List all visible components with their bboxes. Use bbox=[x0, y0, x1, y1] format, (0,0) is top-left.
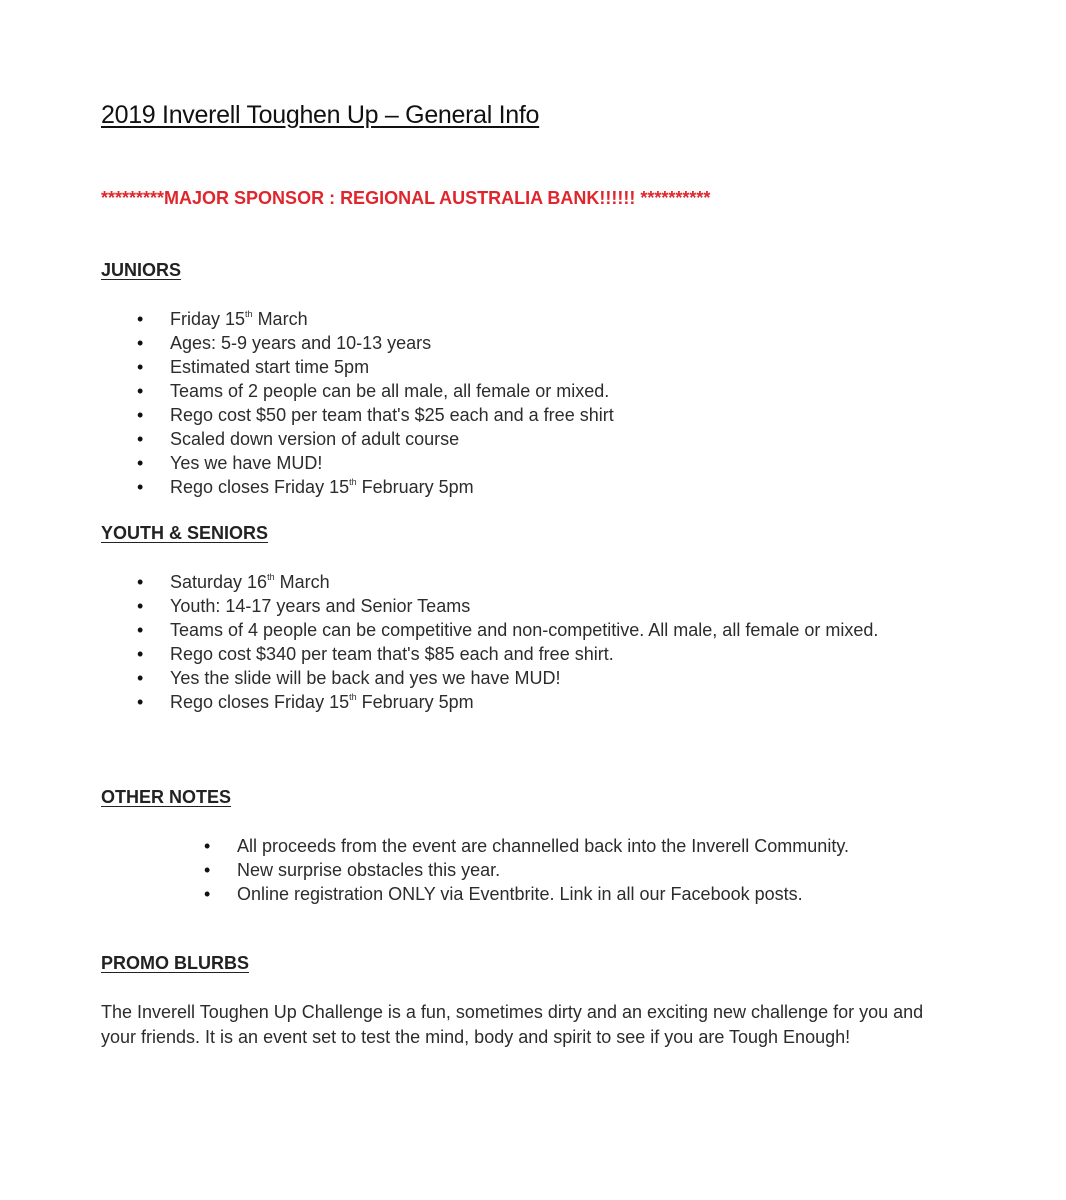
juniors-list bbox=[137, 307, 957, 499]
bullet-icon: • bbox=[137, 333, 144, 353]
bullet-icon: • bbox=[204, 884, 211, 904]
list-item bbox=[137, 594, 937, 618]
juniors-item: Yes we have MUD! bbox=[170, 453, 323, 473]
list-item bbox=[137, 618, 937, 642]
youth-seniors-heading: YOUTH & SENIORS bbox=[101, 523, 269, 543]
list-item bbox=[137, 307, 957, 331]
youth-seniors-item: Yes the slide will be back and yes we have MUD! bbox=[170, 668, 561, 688]
juniors-item: Teams of 2 people can be all male, all female or mixed. bbox=[170, 381, 610, 401]
juniors-item: Ages: 5-9 years and 10-13 years bbox=[170, 333, 432, 353]
sponsor-banner: *********MAJOR SPONSOR : REGIONAL AUSTRALIA BANK!!!!!! ********** bbox=[101, 188, 711, 208]
youth-seniors-date: Saturday 16th March bbox=[170, 572, 330, 592]
bullet-icon: • bbox=[137, 644, 144, 664]
bullet-icon: • bbox=[137, 405, 144, 425]
list-item bbox=[137, 475, 957, 499]
list-item bbox=[137, 451, 957, 475]
juniors-item: Estimated start time 5pm bbox=[170, 357, 370, 377]
youth-seniors-item: Rego cost $340 per team that's $85 each and free shirt. bbox=[170, 644, 614, 664]
list-item bbox=[204, 834, 1004, 858]
other-notes-heading: OTHER NOTES bbox=[101, 787, 232, 807]
list-item bbox=[204, 858, 1004, 882]
youth-seniors-item: Teams of 4 people can be competitive and non-competitive. All male, all female or mixed. bbox=[170, 620, 879, 640]
bullet-icon: • bbox=[137, 620, 144, 640]
list-item bbox=[137, 355, 957, 379]
promo-heading: PROMO BLURBS bbox=[101, 953, 249, 973]
list-item bbox=[137, 690, 937, 714]
bullet-icon: • bbox=[137, 596, 144, 616]
juniors-item: Scaled down version of adult course bbox=[170, 429, 460, 449]
bullet-icon: • bbox=[137, 429, 144, 449]
bullet-icon: • bbox=[137, 381, 144, 401]
bullet-icon: • bbox=[137, 668, 144, 688]
bullet-icon: • bbox=[137, 357, 144, 377]
list-item bbox=[204, 882, 1004, 906]
list-item bbox=[137, 642, 937, 666]
youth-seniors-close-date: Rego closes Friday 15th February 5pm bbox=[170, 692, 474, 712]
other-notes-item: Online registration ONLY via Eventbrite. Link in all our Facebook posts. bbox=[237, 884, 803, 904]
list-item bbox=[137, 379, 957, 403]
bullet-icon: • bbox=[137, 477, 144, 497]
bullet-icon: • bbox=[137, 309, 144, 329]
bullet-icon: • bbox=[137, 692, 144, 712]
juniors-close-date: Rego closes Friday 15th February 5pm bbox=[170, 477, 474, 497]
youth-seniors-item: Youth: 14-17 years and Senior Teams bbox=[170, 596, 471, 616]
juniors-date: Friday 15th March bbox=[170, 309, 308, 329]
other-notes-item: New surprise obstacles this year. bbox=[237, 860, 501, 880]
promo-text: The Inverell Toughen Up Challenge is a fun, sometimes dirty and an exciting new challenge for you and your friends. It is an event set to test the mind, body and spirit to see if you are Tough Enough! bbox=[101, 1002, 924, 1047]
youth-seniors-list bbox=[137, 570, 937, 714]
list-item bbox=[137, 666, 937, 690]
other-notes-list bbox=[204, 834, 1004, 906]
bullet-icon: • bbox=[204, 836, 211, 856]
bullet-icon: • bbox=[137, 453, 144, 473]
juniors-heading: JUNIORS bbox=[101, 260, 182, 280]
list-item bbox=[137, 570, 937, 594]
bullet-icon: • bbox=[137, 572, 144, 592]
bullet-icon: • bbox=[204, 860, 211, 880]
list-item bbox=[137, 331, 957, 355]
document-title: 2019 Inverell Toughen Up – General Info bbox=[101, 101, 540, 129]
list-item bbox=[137, 427, 957, 451]
list-item bbox=[137, 403, 957, 427]
juniors-item: Rego cost $50 per team that's $25 each and a free shirt bbox=[170, 405, 614, 425]
other-notes-item: All proceeds from the event are channelled back into the Inverell Community. bbox=[237, 836, 849, 856]
